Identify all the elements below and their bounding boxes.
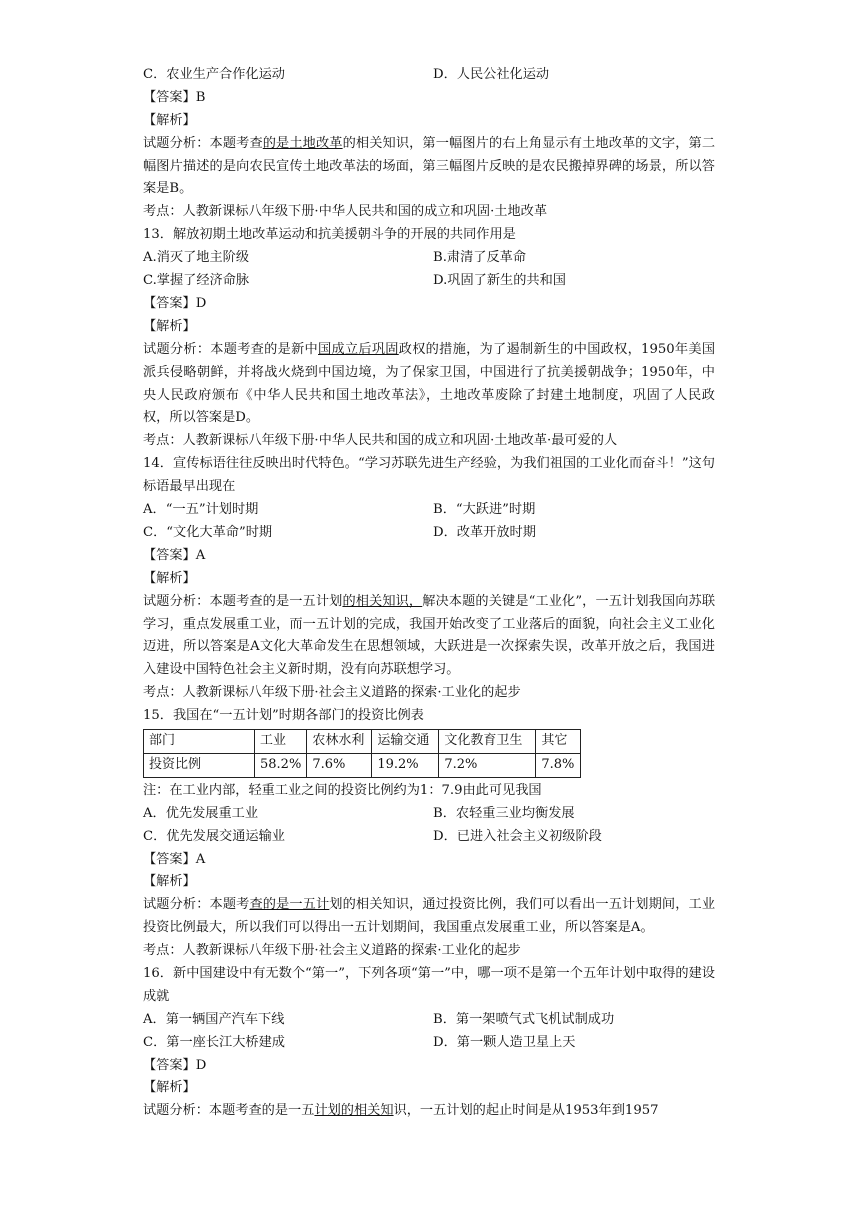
q14-options-ab (143, 499, 715, 522)
q15-analysis: 试题分析：本题考查的是一五计划的相关知识，通过投资比例，我们可以看出一五计划期间，工业投资比例最大，所以我们可以得出一五计划期间，我国重点发展重工业，所以答案是A。 (143, 897, 716, 936)
table-cell: 运输交通 (372, 730, 439, 754)
q14-kaodian: 考点：人教新课标八年级下册·社会主义道路的探索·工业化的起步 (143, 685, 521, 701)
q13-answer: 【答案】D (143, 295, 207, 311)
q12-option-d: D．人民公社化运动 (433, 67, 550, 82)
q16-option-a: A．第一辆国产汽车下线 (143, 1011, 285, 1027)
q16-stem: 16．新中国建设中有无数个“第一”，下列各项“第一”中，哪一项不是第一个五年计划中取得的建设成就 (143, 966, 715, 1004)
q13-kaodian: 考点：人教新课标八年级下册·中华人民共和国的成立和巩固·土地改革·最可爱的人 (143, 433, 618, 449)
q14-options-cd (143, 522, 715, 545)
q16-option-c: C．第一座长江大桥建成 (143, 1034, 285, 1050)
q13-option-a: A.消灭了地主阶级 (143, 250, 250, 266)
q16-option-d: D．第一颗人造卫星上天 (433, 1034, 576, 1050)
q15-options-cd (143, 826, 715, 849)
q14-stem: 14．宣传标语往往反映出时代特色。“学习苏联先进生产经验，为我们祖国的工业化而奋斗！”这句标语最早出现在 (143, 456, 715, 495)
q15-stem: 15．我国在“一五计划”时期各部门的投资比例表 (143, 708, 424, 724)
q13-analysis-heading: 【解析】 (143, 318, 196, 334)
q15-option-b: B．农轻重三业均衡发展 (433, 805, 575, 821)
q12-answer: 【答案】B (143, 89, 206, 105)
q14-answer: 【答案】A (143, 547, 206, 563)
q15-analysis-heading: 【解析】 (143, 874, 196, 890)
q15-note: 注：在工业内部，轻重工业之间的投资比例约为1：7.9由此可见我国 (143, 782, 542, 798)
q14-option-b: B．“大跃进”时期 (433, 502, 536, 518)
table-cell: 7.6% (307, 753, 372, 777)
table-row (144, 753, 581, 777)
table-header-row (144, 730, 581, 754)
table-cell: 部门 (144, 730, 255, 754)
table-cell: 7.8% (536, 753, 581, 777)
table-cell: 其它 (536, 730, 581, 754)
investment-table (143, 729, 581, 778)
q13-analysis: 试题分析：本题考查的是新中国成立后巩固政权的措施，为了遏制新生的中国政权，1950年美国派兵侵略朝鲜，并将战火烧到中国边境，为了保家卫国，中国进行了抗美援朝战争；1950年，中央人民政府颁布《中华人民共和国土地改革法》，土地改革废除了封建土地制度，巩固了人民政权，所以答案是D。 (143, 341, 716, 426)
exam-page (143, 64, 715, 1123)
q16-analysis: 试题分析：本题考查的是一五计划的相关知识，一五计划的起止时间是从1953年到1957 (143, 1103, 659, 1119)
q15-options-ab (143, 803, 715, 826)
q13-stem: 13．解放初期土地改革运动和抗美援朝斗争的开展的共同作用是 (143, 227, 516, 243)
q13-option-b: B.肃清了反革命 (433, 250, 527, 266)
q14-option-d: D．改革开放时期 (433, 524, 536, 540)
table-cell: 工业 (255, 730, 307, 754)
table-cell: 农林水利 (307, 730, 372, 754)
q12-option-c: C．农业生产合作化运动 (143, 67, 285, 82)
q15-option-a: A．优先发展重工业 (143, 805, 259, 821)
q14-option-a: A．“一五”计划时期 (143, 502, 259, 518)
q14-analysis: 试题分析：本题考查的是一五计划的相关知识，解决本题的关键是“工业化”，一五计划我国向苏联学习，重点发展重工业，而一五计划的完成，我国开始改变了工业落后的面貌，向社会主义工业化迈进，所以答案是A文化大革命发生在思想领域，大跃进是一次探索失误，改革开放之后，我国进入建设中国特色社会主义新时期，没有向苏联想学习。 (143, 593, 716, 678)
q15-option-c: C．优先发展交通运输业 (143, 828, 285, 844)
q12-options-cd (143, 64, 715, 87)
table-cell: 文化教育卫生 (439, 730, 536, 754)
table-cell: 19.2% (372, 753, 439, 777)
table-cell: 投资比例 (144, 753, 255, 777)
q13-option-d: D.巩固了新生的共和国 (433, 273, 566, 289)
q15-answer: 【答案】A (143, 851, 206, 867)
table-cell: 7.2% (439, 753, 536, 777)
q13-options-cd (143, 270, 715, 293)
q12-analysis-heading: 【解析】 (143, 112, 196, 128)
q16-analysis-heading: 【解析】 (143, 1080, 196, 1096)
q15-option-d: D．已进入社会主义初级阶段 (433, 828, 602, 844)
q16-option-b: B．第一架喷气式飞机试制成功 (433, 1011, 615, 1027)
q15-kaodian: 考点：人教新课标八年级下册·社会主义道路的探索·工业化的起步 (143, 943, 521, 959)
q16-answer: 【答案】D (143, 1057, 207, 1073)
q14-option-c: C．“文化大革命”时期 (143, 524, 273, 540)
q13-option-c: C.掌握了经济命脉 (143, 273, 250, 289)
q12-analysis: 试题分析：本题考查的是土地改革的相关知识，第一幅图片的右上角显示有土地改革的文字，第二幅图片描述的是向农民宣传土地改革法的场面，第三幅图片反映的是农民搬掉界碑的场景，所以答案是B。 (143, 135, 716, 197)
q16-options-cd (143, 1032, 715, 1055)
q13-options-ab (143, 247, 715, 270)
q16-options-ab (143, 1009, 715, 1032)
table-cell: 58.2% (255, 753, 307, 777)
q12-kaodian: 考点：人教新课标八年级下册·中华人民共和国的成立和巩固·土地改革 (143, 204, 548, 220)
q14-analysis-heading: 【解析】 (143, 570, 196, 586)
